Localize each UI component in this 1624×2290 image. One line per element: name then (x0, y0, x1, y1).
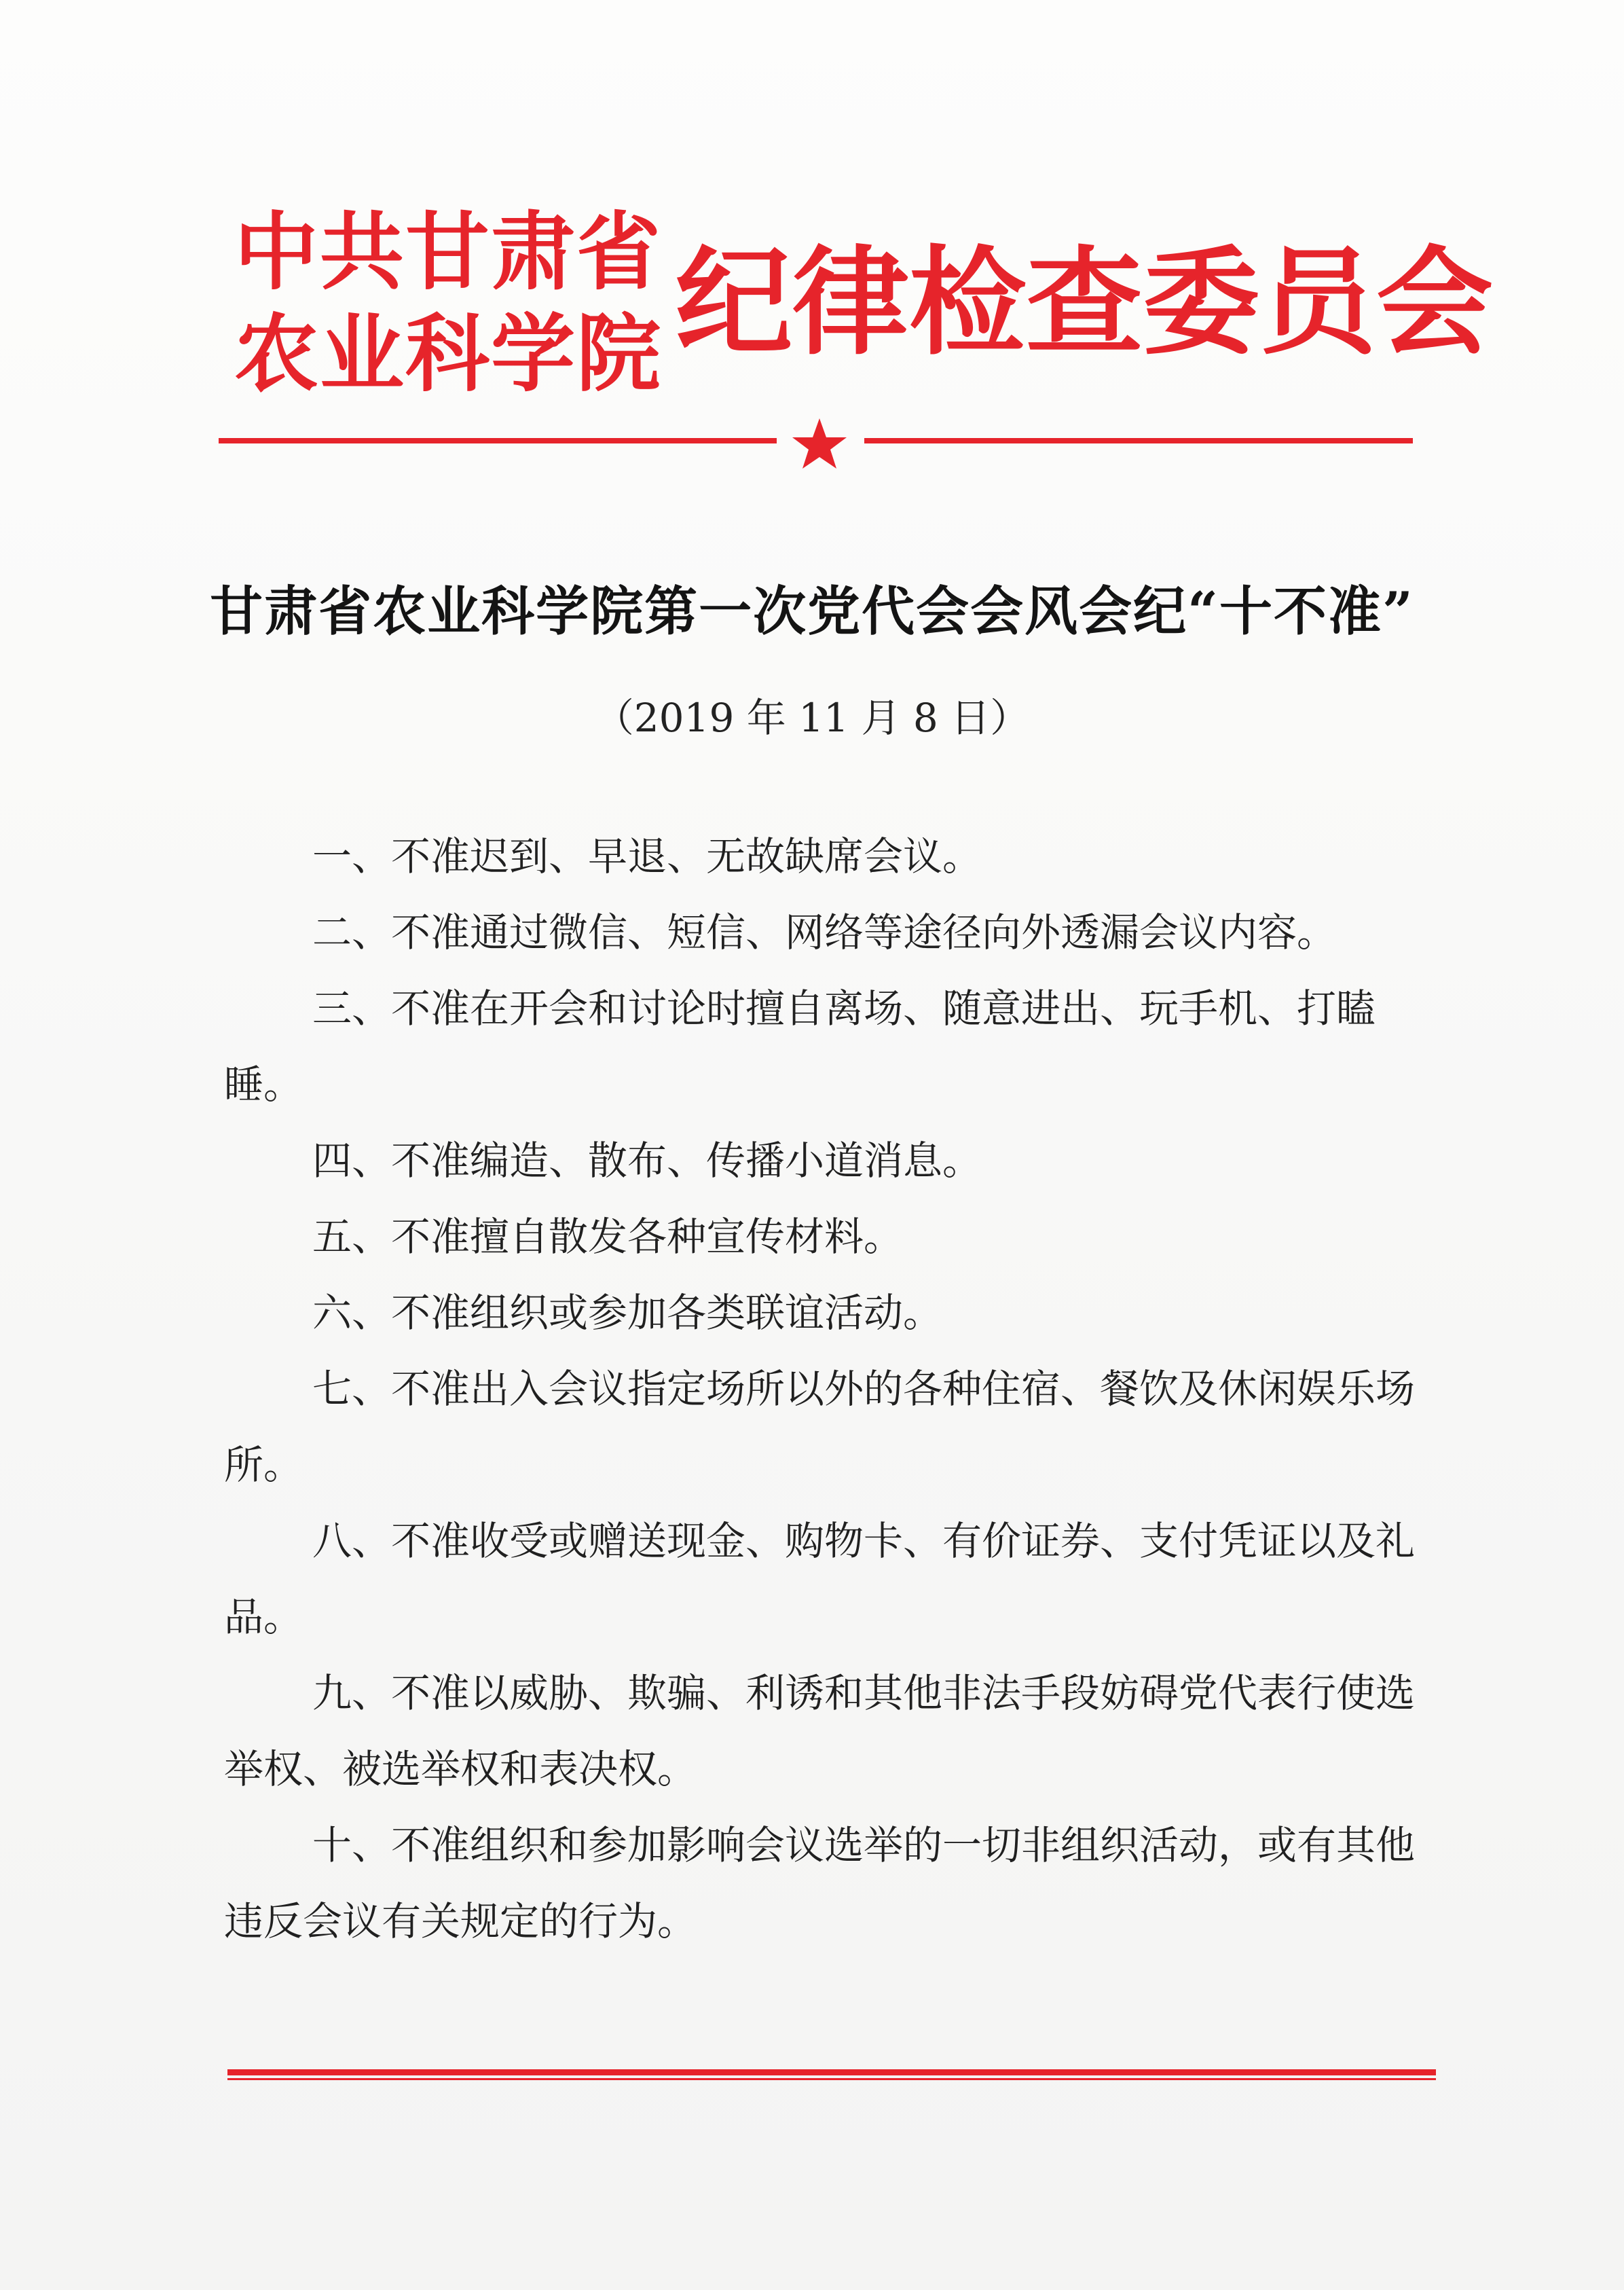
header-divider-right (864, 438, 1413, 443)
header-divider-left (219, 438, 777, 443)
rule-item: 三、不准在开会和讨论时擅自离场、随意进出、玩手机、打瞌睡。 (224, 985, 1376, 1108)
rule-item: 四、不准编造、散布、传播小道消息。 (312, 1138, 982, 1184)
rules-list (224, 818, 1419, 1959)
issuer-name (234, 204, 663, 414)
document-title: 甘肃省农业科学院第一次党代会会风会纪“十不准” (210, 581, 1414, 642)
rule-item: 一、不准迟到、早退、无故缺席会议。 (312, 833, 982, 879)
rule-item: 七、不准出入会议指定场所以外的各种住宿、餐饮及休闲娱乐场所。 (224, 1366, 1416, 1488)
footer-divider (227, 2069, 1436, 2075)
rule-item: 六、不准组织或参加各类联谊活动。 (312, 1290, 943, 1336)
rule-item: 九、不准以威胁、欺骗、利诱和其他非法手段妨碍党代表行使选举权、被选举权和表决权。 (224, 1670, 1416, 1792)
issuer-line-2: 农业科学院 (234, 306, 663, 403)
star-icon (789, 416, 850, 470)
rule-item: 二、不准通过微信、短信、网络等途径向外透漏会议内容。 (312, 909, 1337, 956)
rule-item: 十、不准组织和参加影响会议选举的一切非组织活动，或有其他违反会议有关规定的行为。 (224, 1822, 1416, 1944)
issuer-suffix: 纪律检查委员会 (676, 234, 1493, 371)
rule-item: 五、不准擅自散发各种宣传材料。 (312, 1214, 904, 1260)
document-date: （2019 年 11 月 8 日） (594, 695, 1030, 741)
issuer-line-1: 中共甘肃省 (234, 204, 663, 302)
rule-item: 八、不准收受或赠送现金、购物卡、有价证券、支付凭证以及礼品。 (224, 1518, 1416, 1640)
